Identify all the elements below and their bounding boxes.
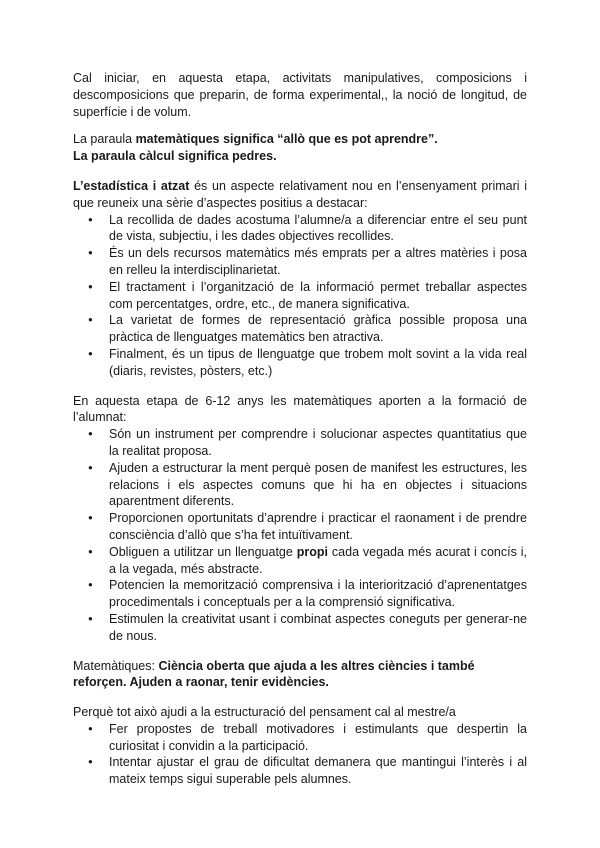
list-item: ● Potencien la memorització comprensiva i la interiorització d’aprenentatges procedimentals i conceptuals per a la comprensió significativa. bbox=[73, 577, 527, 611]
item-text-pre: Obliguen a utilitzar un llenguatge bbox=[109, 544, 297, 559]
definition-matematiques: matemàtiques significa “allò que es pot aprendre”. bbox=[135, 132, 438, 147]
paragraph-estadistica bbox=[73, 178, 527, 212]
list-item: ● El tractament i l’organització de la informació permet treballar aspectes com percentatges, ordre, etc., de manera significativa. bbox=[73, 279, 527, 313]
mestre-list bbox=[73, 721, 527, 788]
paragraph-intro: Cal iniciar, en aquesta etapa, activitats manipulatives, composicions i descomposicions que preparin, de forma experimental,, la noció de longitud, de superfície i de volum. bbox=[73, 71, 527, 119]
list-item: ● Proporcionen oportunitats d’aprendre i practicar el raonament i de prendre consciència d’allò que s’ha fet intuïtivament. bbox=[73, 510, 527, 544]
list-item bbox=[73, 544, 527, 578]
paragraph-etapa: En aquesta etapa de 6-12 anys les matemàtiques aporten a la formació de l’alumnat: bbox=[73, 393, 527, 425]
paragraph-definitions bbox=[73, 131, 527, 148]
list-item: ● La varietat de formes de representació gràfica possible proposa una pràctica de llenguatges matemàtics ben atractiva. bbox=[73, 312, 527, 346]
list-item: ● Fer propostes de treball motivadores i estimulants que despertin la curiositat i convidin a la participació. bbox=[73, 721, 527, 755]
list-item: ● És un dels recursos matemàtics més emprats per a altres matèries i posa en relleu la interdisciplinarietat. bbox=[73, 245, 527, 279]
definition-prefix: La paraula bbox=[73, 132, 136, 147]
estadistica-text: és un aspecte relativament nou en l’ensenyament primari i que reuneix una sèrie d’aspectes positius a destacar: bbox=[73, 178, 527, 210]
estadistica-heading: L’estadística i atzat bbox=[73, 178, 190, 193]
item-text-bold: propi bbox=[296, 544, 328, 559]
list-item: ● Finalment, és un tipus de llenguatge que trobem molt sovint a la vida real (diaris, revistes, pòsters, etc.) bbox=[73, 346, 527, 380]
list-item: ● Estimulen la creativitat usant i combinat aspectes coneguts per generar-ne de nous. bbox=[73, 611, 527, 645]
matematiques-definition: Ciència oberta que ajuda a les altres ciències i també reforçen. Ajuden a raonar, tenir evidències. bbox=[73, 658, 475, 690]
estadistica-list bbox=[73, 212, 527, 380]
list-item: ● Són un instrument per comprendre i solucionar aspectes quantitatius que la realitat proposa. bbox=[73, 426, 527, 460]
list-item: ● Intentar ajustar el grau de dificultat demanera que mantingui l’interès i al mateix temps sigui superable pels alumnes. bbox=[73, 754, 527, 788]
paragraph-mestre: Perquè tot això ajudi a la estructuració del pensament cal al mestre/a bbox=[73, 705, 456, 720]
document-page bbox=[73, 70, 527, 788]
item-text-post: cada vegada més acurat i concís i, a la vegada, més abstracte. bbox=[109, 544, 528, 576]
definition-calcul: La paraula càlcul significa pedres. bbox=[73, 149, 277, 164]
list-item: ● Ajuden a estructurar la ment perquè posen de manifest les estructures, les relacions i els aspectes comuns que hi ha en objectes i situacions aparentment diferents. bbox=[73, 460, 527, 510]
aportacions-list bbox=[73, 426, 527, 644]
paragraph-matematiques bbox=[73, 658, 527, 692]
matematiques-label: Matemàtiques: bbox=[73, 658, 159, 673]
list-item: ● La recollida de dades acostuma l’alumne/a a diferenciar entre el seu punt de vista, subjectiu, i les dades objectives recollides. bbox=[73, 212, 527, 246]
